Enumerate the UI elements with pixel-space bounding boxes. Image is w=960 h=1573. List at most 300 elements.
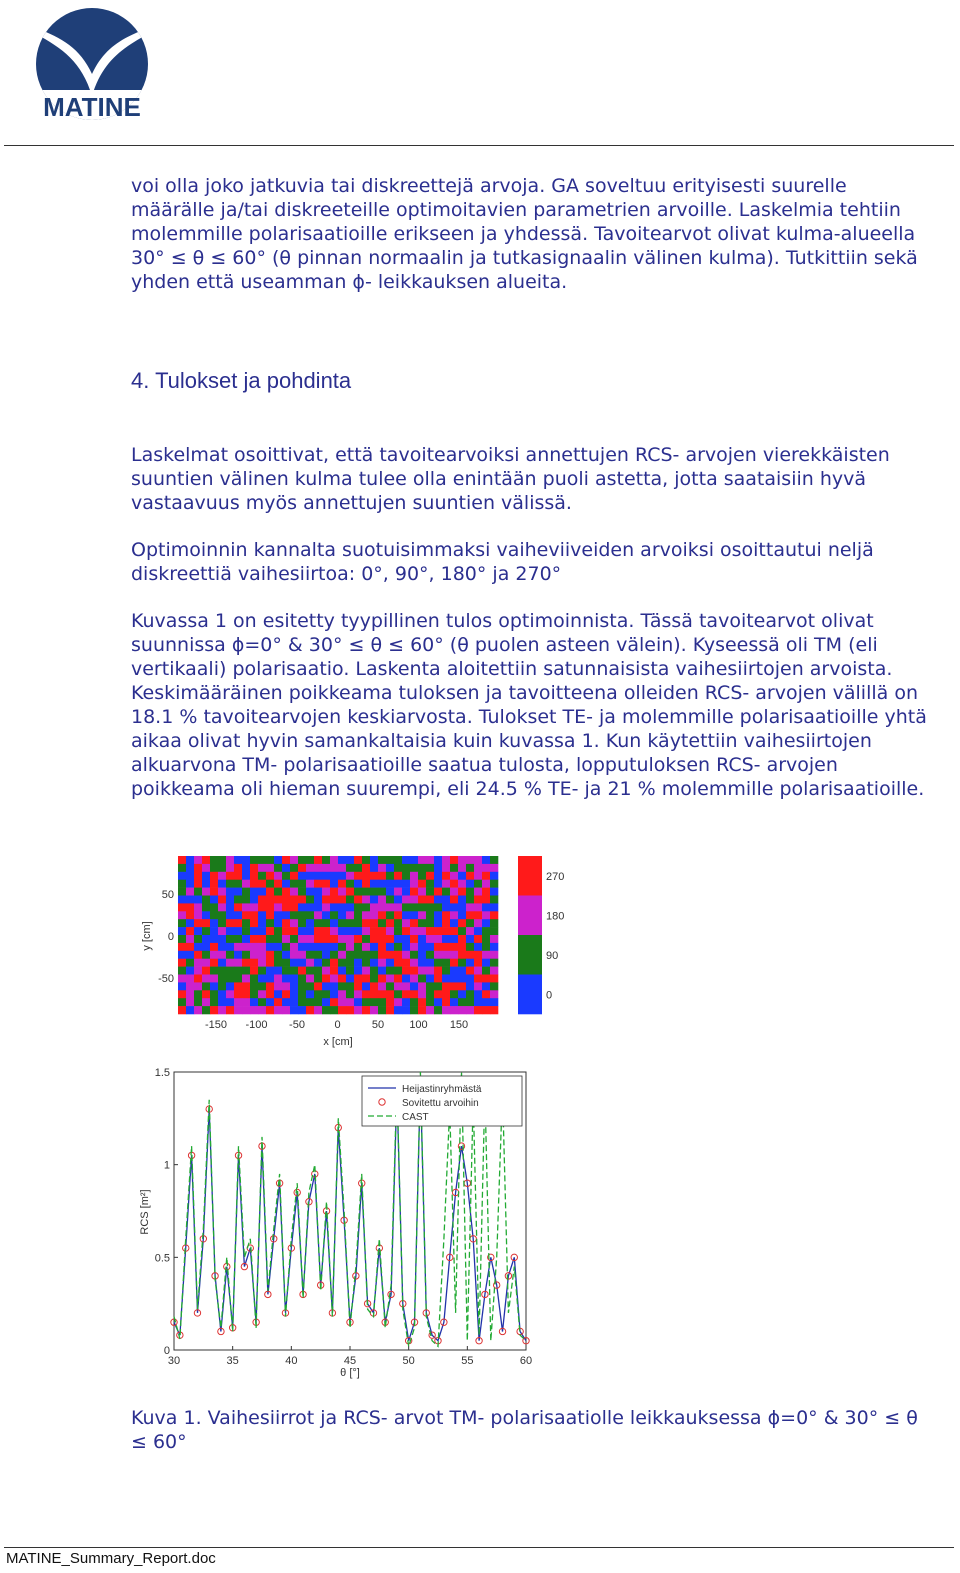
heatmap-cell bbox=[282, 872, 290, 880]
paragraph-figure-discussion bbox=[131, 609, 936, 801]
heatmap-cell bbox=[434, 943, 442, 951]
heatmap-cell bbox=[266, 903, 274, 911]
heatmap-cell bbox=[218, 872, 226, 880]
heatmap-cell bbox=[298, 990, 306, 998]
heatmap-cell bbox=[194, 1006, 202, 1014]
heatmap-cell bbox=[274, 872, 282, 880]
heatmap-cell bbox=[378, 1006, 386, 1014]
heatmap-cell bbox=[346, 998, 354, 1006]
heatmap-cell bbox=[362, 888, 370, 896]
heatmap-cell bbox=[466, 872, 474, 880]
legend-label: Sovitettu arvoihin bbox=[402, 1098, 479, 1109]
heatmap-cell bbox=[338, 967, 346, 975]
heatmap-cell bbox=[354, 967, 362, 975]
heatmap-cell bbox=[418, 880, 426, 888]
heatmap-cell bbox=[210, 935, 218, 943]
heatmap-cell bbox=[418, 935, 426, 943]
heatmap-cell bbox=[186, 919, 194, 927]
colorbar-segment bbox=[518, 935, 542, 975]
heatmap-cell bbox=[194, 919, 202, 927]
heatmap-cell bbox=[378, 903, 386, 911]
heatmap-cell bbox=[378, 864, 386, 872]
heatmap-cell bbox=[394, 951, 402, 959]
heatmap-cell bbox=[474, 872, 482, 880]
heatmap-cell bbox=[458, 943, 466, 951]
heatmap-cell bbox=[458, 880, 466, 888]
heatmap-cell bbox=[290, 1006, 298, 1014]
header-divider bbox=[4, 145, 954, 146]
heatmap-cell bbox=[266, 856, 274, 864]
heatmap-cell bbox=[458, 975, 466, 983]
heatmap-cell bbox=[450, 959, 458, 967]
heatmap-cell bbox=[186, 935, 194, 943]
heatmap-cell bbox=[218, 911, 226, 919]
heatmap-cell bbox=[362, 990, 370, 998]
heatmap-cell bbox=[178, 888, 186, 896]
heatmap-cell bbox=[202, 959, 210, 967]
heatmap-cell bbox=[298, 864, 306, 872]
heatmap-cell bbox=[410, 935, 418, 943]
heatmap-cell bbox=[194, 903, 202, 911]
heatmap-cell bbox=[226, 864, 234, 872]
heatmap-cell bbox=[314, 967, 322, 975]
heatmap-cell bbox=[234, 982, 242, 990]
heatmap-cell bbox=[426, 896, 434, 904]
heatmap-cell bbox=[178, 880, 186, 888]
heatmap-cell bbox=[266, 888, 274, 896]
heatmap-cell bbox=[442, 864, 450, 872]
heatmap-cell bbox=[370, 1006, 378, 1014]
heatmap-cell bbox=[306, 998, 314, 1006]
paragraph-3: Optimoinnin kannalta suotuisimmaksi vaiheviiveiden arvoiksi osoittautui neljä diskreettiä vaihesiirtoa: 0°, 90°, 180° ja 270° bbox=[131, 539, 874, 585]
heatmap-cell bbox=[218, 943, 226, 951]
heatmap-cell bbox=[234, 872, 242, 880]
figure-caption: Kuva 1. Vaihesiirrot ja RCS- arvot TM- polarisaatiolle leikkauksessa ϕ=0° & 30° ≤ θ ≤ 60° bbox=[131, 1407, 918, 1453]
heatmap-cell bbox=[330, 967, 338, 975]
heatmap-cell bbox=[298, 880, 306, 888]
heatmap-cell bbox=[346, 982, 354, 990]
matine-logo-mark bbox=[22, 4, 162, 120]
heatmap-cell bbox=[410, 911, 418, 919]
heatmap-cell bbox=[250, 951, 258, 959]
heatmap-cell bbox=[210, 903, 218, 911]
heatmap-cell bbox=[290, 864, 298, 872]
heatmap-cell bbox=[258, 880, 266, 888]
heatmap-cell bbox=[434, 967, 442, 975]
heatmap-cell bbox=[322, 967, 330, 975]
heatmap-cell bbox=[402, 856, 410, 864]
heatmap-cell bbox=[234, 943, 242, 951]
heatmap-cell bbox=[306, 967, 314, 975]
heatmap-cell bbox=[386, 919, 394, 927]
heatmap-cell bbox=[386, 967, 394, 975]
heatmap-cell bbox=[450, 1006, 458, 1014]
heatmap-cell bbox=[346, 951, 354, 959]
rcs-y-tick-label: 1 bbox=[163, 1159, 170, 1172]
heatmap-cell bbox=[210, 982, 218, 990]
heatmap-x-tick-label: -150 bbox=[204, 1019, 228, 1031]
heatmap-cell bbox=[402, 911, 410, 919]
heatmap-cell bbox=[250, 864, 258, 872]
heatmap-cell bbox=[226, 1006, 234, 1014]
heatmap-cell bbox=[218, 959, 226, 967]
heatmap-cell bbox=[426, 856, 434, 864]
heatmap-cell bbox=[250, 959, 258, 967]
colorbar-segment bbox=[518, 856, 542, 896]
heatmap-cell bbox=[202, 903, 210, 911]
rcs-line-figure bbox=[130, 1062, 550, 1386]
heatmap-cell bbox=[282, 990, 290, 998]
heatmap-cell bbox=[290, 943, 298, 951]
heatmap-cell bbox=[386, 888, 394, 896]
heatmap-cell bbox=[194, 959, 202, 967]
heatmap-cell bbox=[362, 998, 370, 1006]
heatmap-cell bbox=[266, 919, 274, 927]
heatmap-cell bbox=[218, 967, 226, 975]
heatmap-cell bbox=[242, 943, 250, 951]
heatmap-cell bbox=[482, 888, 490, 896]
heatmap-cell bbox=[274, 896, 282, 904]
heatmap-cell bbox=[490, 951, 498, 959]
heatmap-cell bbox=[258, 872, 266, 880]
heatmap-cell bbox=[258, 903, 266, 911]
heatmap-x-axis-label: x [cm] bbox=[323, 1036, 353, 1048]
heatmap-cell bbox=[282, 864, 290, 872]
heatmap-cell bbox=[306, 927, 314, 935]
heatmap-cell bbox=[442, 856, 450, 864]
heatmap-cell bbox=[426, 911, 434, 919]
rcs-line-chart bbox=[130, 1062, 550, 1386]
heatmap-cell bbox=[370, 951, 378, 959]
heatmap-cell bbox=[490, 998, 498, 1006]
heatmap-cell bbox=[426, 888, 434, 896]
heatmap-cell bbox=[322, 951, 330, 959]
heatmap-cell bbox=[234, 864, 242, 872]
heatmap-cell bbox=[418, 1006, 426, 1014]
heatmap-cell bbox=[442, 872, 450, 880]
heatmap-cell bbox=[186, 903, 194, 911]
heatmap-cell bbox=[386, 990, 394, 998]
heatmap-cell bbox=[482, 951, 490, 959]
heatmap-cell bbox=[266, 990, 274, 998]
heatmap-cell bbox=[362, 943, 370, 951]
heatmap-cell bbox=[418, 864, 426, 872]
heatmap-cell bbox=[402, 967, 410, 975]
heatmap-cell bbox=[274, 880, 282, 888]
heatmap-cell bbox=[266, 935, 274, 943]
heatmap-cell bbox=[274, 888, 282, 896]
heatmap-cell bbox=[346, 1006, 354, 1014]
heatmap-cell bbox=[210, 975, 218, 983]
heatmap-cell bbox=[394, 967, 402, 975]
heatmap-cell bbox=[330, 903, 338, 911]
heatmap-cell bbox=[482, 935, 490, 943]
heatmap-cell bbox=[370, 935, 378, 943]
heatmap-cell bbox=[338, 990, 346, 998]
heatmap-cell bbox=[290, 975, 298, 983]
heatmap-x-tick-label: 100 bbox=[409, 1019, 428, 1031]
heatmap-cell bbox=[194, 911, 202, 919]
heatmap-cell bbox=[258, 959, 266, 967]
paragraph-1: voi olla joko jatkuvia tai diskreettejä arvoja. GA soveltuu erityisesti suurelle määrälle ja/tai diskreeteille optimoitavien parametrien arvoille. Laskelmia tehtiin molemmille polarisaatioille erikseen ja yhdessä. Tavoitearvot olivat kulma-alueella 30° ≤ θ ≤ 60° (θ pinnan normaalin ja tutkasignaalin välinen kulma). Tutkittiin sekä yhden että useamman ϕ- leikkauksen alueita. bbox=[131, 175, 918, 293]
heatmap-cell bbox=[186, 896, 194, 904]
heatmap-cell bbox=[226, 919, 234, 927]
heatmap-cell bbox=[266, 864, 274, 872]
heatmap-cell bbox=[466, 864, 474, 872]
rcs-x-tick-label: 55 bbox=[461, 1355, 474, 1367]
heatmap-cell bbox=[402, 896, 410, 904]
heatmap-cell bbox=[450, 919, 458, 927]
heatmap-cell bbox=[386, 951, 394, 959]
heatmap-cell bbox=[426, 880, 434, 888]
heatmap-cell bbox=[474, 967, 482, 975]
heatmap-cell bbox=[250, 998, 258, 1006]
heatmap-cell bbox=[474, 982, 482, 990]
heatmap-cell bbox=[458, 982, 466, 990]
heatmap-cell bbox=[186, 982, 194, 990]
heatmap-cell bbox=[226, 927, 234, 935]
heatmap-cell bbox=[234, 903, 242, 911]
heatmap-cell bbox=[258, 935, 266, 943]
heatmap-cell bbox=[362, 935, 370, 943]
heatmap-cell bbox=[218, 935, 226, 943]
heatmap-cell bbox=[490, 975, 498, 983]
heatmap-cell bbox=[274, 856, 282, 864]
heatmap-cell bbox=[194, 943, 202, 951]
heatmap-cell bbox=[306, 951, 314, 959]
heatmap-cell bbox=[298, 998, 306, 1006]
heatmap-cell bbox=[202, 998, 210, 1006]
heatmap-cell bbox=[450, 880, 458, 888]
heatmap-cell bbox=[426, 967, 434, 975]
heatmap-cell bbox=[282, 975, 290, 983]
heatmap-cell bbox=[186, 872, 194, 880]
heatmap-cell bbox=[426, 959, 434, 967]
heatmap-cell bbox=[290, 951, 298, 959]
heatmap-cell bbox=[426, 927, 434, 935]
heatmap-cell bbox=[194, 990, 202, 998]
heatmap-cell bbox=[178, 896, 186, 904]
heatmap-cell bbox=[258, 943, 266, 951]
heatmap-cell bbox=[290, 896, 298, 904]
heatmap-cell bbox=[226, 872, 234, 880]
heatmap-cell bbox=[386, 856, 394, 864]
heatmap-cell bbox=[346, 856, 354, 864]
heatmap-cell bbox=[466, 888, 474, 896]
heatmap-cell bbox=[218, 951, 226, 959]
heatmap-cell bbox=[290, 872, 298, 880]
heatmap-cell bbox=[354, 880, 362, 888]
heatmap-cell bbox=[346, 911, 354, 919]
heatmap-cell bbox=[250, 1006, 258, 1014]
heatmap-cell bbox=[450, 903, 458, 911]
heatmap-cell bbox=[402, 903, 410, 911]
heatmap-cell bbox=[210, 872, 218, 880]
heatmap-cell bbox=[178, 959, 186, 967]
heatmap-cell bbox=[202, 967, 210, 975]
heatmap-cell bbox=[242, 959, 250, 967]
heatmap-cell bbox=[410, 896, 418, 904]
heatmap-cell bbox=[490, 959, 498, 967]
heatmap-cell bbox=[290, 903, 298, 911]
heatmap-cell bbox=[314, 943, 322, 951]
heatmap-cell bbox=[346, 872, 354, 880]
heatmap-cell bbox=[410, 919, 418, 927]
heatmap-cell bbox=[314, 1006, 322, 1014]
heatmap-cell bbox=[482, 943, 490, 951]
heatmap-cell bbox=[466, 896, 474, 904]
heatmap-cell bbox=[362, 872, 370, 880]
heatmap-cell bbox=[410, 880, 418, 888]
heatmap-cell bbox=[338, 1006, 346, 1014]
heatmap-cell bbox=[338, 951, 346, 959]
heatmap-cell bbox=[466, 880, 474, 888]
heatmap-cell bbox=[282, 880, 290, 888]
heatmap-cell bbox=[306, 880, 314, 888]
heatmap-cell bbox=[210, 943, 218, 951]
heatmap-cell bbox=[210, 951, 218, 959]
heatmap-cell bbox=[242, 1006, 250, 1014]
heatmap-cell bbox=[370, 959, 378, 967]
heatmap-cell bbox=[450, 967, 458, 975]
heatmap-cell bbox=[250, 919, 258, 927]
heatmap-cell bbox=[458, 888, 466, 896]
heatmap-cell bbox=[378, 896, 386, 904]
heatmap-cell bbox=[378, 880, 386, 888]
heatmap-cell bbox=[346, 919, 354, 927]
heatmap-cell bbox=[378, 927, 386, 935]
heatmap-cell bbox=[386, 864, 394, 872]
heatmap-cell bbox=[218, 927, 226, 935]
heatmap-cell bbox=[274, 919, 282, 927]
heatmap-cell bbox=[410, 856, 418, 864]
heatmap-cell bbox=[378, 911, 386, 919]
heatmap-cell bbox=[338, 856, 346, 864]
heatmap-cell bbox=[322, 935, 330, 943]
heatmap-cell bbox=[234, 927, 242, 935]
heatmap-cell bbox=[218, 856, 226, 864]
heatmap-cell bbox=[378, 975, 386, 983]
heatmap-cell bbox=[410, 888, 418, 896]
heatmap-cell bbox=[234, 896, 242, 904]
heatmap-cell bbox=[386, 880, 394, 888]
heatmap-cell bbox=[458, 935, 466, 943]
heatmap-cell bbox=[490, 911, 498, 919]
heatmap-cell bbox=[194, 864, 202, 872]
heatmap-cell bbox=[482, 872, 490, 880]
heatmap-cell bbox=[250, 943, 258, 951]
heatmap-cell bbox=[298, 911, 306, 919]
heatmap-cell bbox=[338, 982, 346, 990]
heatmap-cell bbox=[362, 856, 370, 864]
heatmap-cell bbox=[282, 903, 290, 911]
heatmap-cell bbox=[330, 998, 338, 1006]
heatmap-cell bbox=[362, 975, 370, 983]
heatmap-cell bbox=[202, 896, 210, 904]
heatmap-cell bbox=[338, 888, 346, 896]
heatmap-cell bbox=[322, 872, 330, 880]
heatmap-cell bbox=[474, 911, 482, 919]
heatmap-cell bbox=[178, 990, 186, 998]
heatmap-cell bbox=[402, 935, 410, 943]
heatmap-cell bbox=[234, 990, 242, 998]
heatmap-cell bbox=[258, 919, 266, 927]
heatmap-cell bbox=[386, 935, 394, 943]
heatmap-cell bbox=[282, 927, 290, 935]
heatmap-cell bbox=[426, 903, 434, 911]
heatmap-cell bbox=[274, 903, 282, 911]
heatmap-cell bbox=[378, 990, 386, 998]
heatmap-cell bbox=[346, 864, 354, 872]
heatmap-cell bbox=[322, 888, 330, 896]
heatmap-cell bbox=[338, 911, 346, 919]
heatmap-cell bbox=[314, 998, 322, 1006]
heatmap-cell bbox=[218, 982, 226, 990]
heatmap-cell bbox=[490, 1006, 498, 1014]
heatmap-cell bbox=[306, 911, 314, 919]
heatmap-y-tick-label: 50 bbox=[161, 889, 174, 901]
heatmap-cell bbox=[450, 998, 458, 1006]
heatmap-cell bbox=[298, 943, 306, 951]
heatmap-cell bbox=[410, 975, 418, 983]
heatmap-cell bbox=[274, 959, 282, 967]
heatmap-cell bbox=[378, 935, 386, 943]
heatmap-cell bbox=[474, 998, 482, 1006]
heatmap-cell bbox=[290, 959, 298, 967]
heatmap-cell bbox=[258, 982, 266, 990]
heatmap-cell bbox=[394, 998, 402, 1006]
heatmap-cell bbox=[410, 990, 418, 998]
heatmap-cell bbox=[394, 975, 402, 983]
heatmap-cell bbox=[194, 975, 202, 983]
heatmap-cell bbox=[378, 888, 386, 896]
heatmap-y-tick-label: 0 bbox=[167, 931, 174, 943]
heatmap-cell bbox=[186, 911, 194, 919]
heatmap-cell bbox=[458, 911, 466, 919]
heatmap-cell bbox=[202, 880, 210, 888]
heatmap-cell bbox=[194, 872, 202, 880]
heatmap-cell bbox=[258, 911, 266, 919]
heatmap-cell bbox=[314, 951, 322, 959]
heatmap-cell bbox=[370, 919, 378, 927]
heatmap-cell bbox=[354, 856, 362, 864]
heatmap-cell bbox=[210, 880, 218, 888]
heatmap-cell bbox=[290, 888, 298, 896]
heatmap-cell bbox=[386, 943, 394, 951]
heatmap-cell bbox=[474, 888, 482, 896]
heatmap-cell bbox=[466, 975, 474, 983]
paragraph-results bbox=[131, 443, 936, 515]
heatmap-cell bbox=[466, 903, 474, 911]
heatmap-cell bbox=[386, 896, 394, 904]
heatmap-cell bbox=[418, 888, 426, 896]
heatmap-cell bbox=[474, 943, 482, 951]
heatmap-cell bbox=[250, 903, 258, 911]
heatmap-cell bbox=[482, 856, 490, 864]
heatmap-cell bbox=[482, 959, 490, 967]
heatmap-cell bbox=[274, 943, 282, 951]
heatmap-cell bbox=[226, 990, 234, 998]
heatmap-cell bbox=[210, 990, 218, 998]
heatmap-cell bbox=[210, 967, 218, 975]
heatmap-cell bbox=[274, 967, 282, 975]
heatmap-cell bbox=[242, 990, 250, 998]
heatmap-cell bbox=[202, 888, 210, 896]
heatmap-cell bbox=[250, 911, 258, 919]
heatmap-cell bbox=[178, 975, 186, 983]
heatmap-x-tick-label: -100 bbox=[245, 1019, 268, 1031]
heatmap-cell bbox=[450, 872, 458, 880]
